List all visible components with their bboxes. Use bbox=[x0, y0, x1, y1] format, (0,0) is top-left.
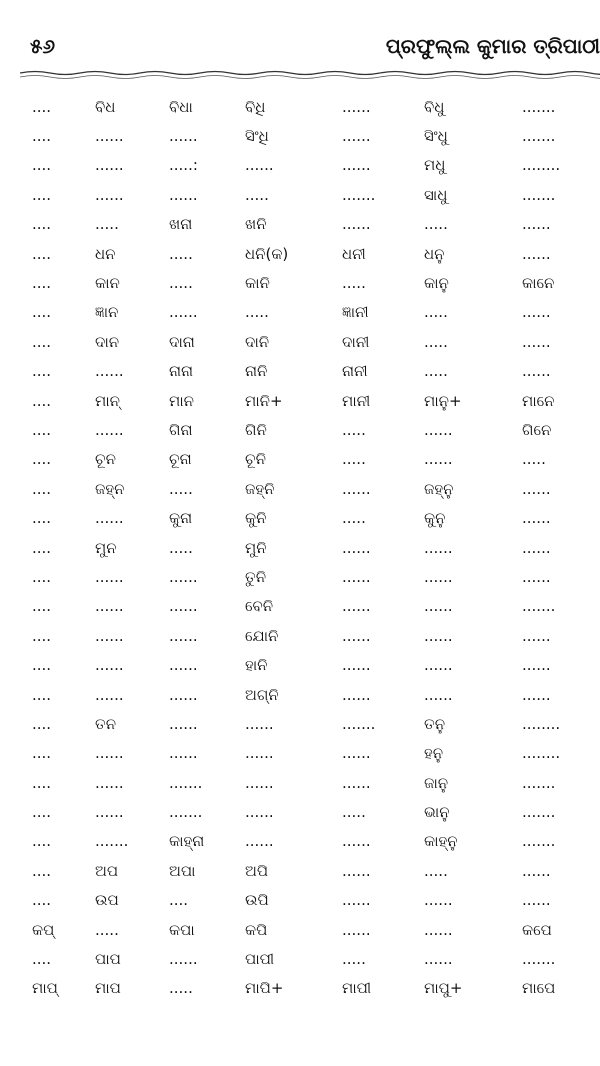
table-cell: ........ bbox=[522, 714, 561, 733]
table-cell: ........ bbox=[522, 156, 561, 175]
table-cell: କାନ bbox=[95, 274, 120, 293]
table-cell: .... bbox=[32, 420, 52, 439]
table-cell: ମାନି+ bbox=[245, 391, 283, 410]
table-cell: ଅଗ୍ନି bbox=[245, 685, 279, 704]
table-cell: .... bbox=[32, 215, 52, 234]
table-cell: ...... bbox=[95, 362, 124, 381]
table-cell: .... bbox=[32, 744, 52, 763]
table-cell: ...... bbox=[424, 597, 453, 616]
table-cell: କାହ୍ନା bbox=[169, 832, 205, 851]
table-cell: ..... bbox=[342, 950, 366, 969]
table-cell: ...... bbox=[95, 744, 124, 763]
table-cell: ...... bbox=[342, 567, 371, 586]
table-cell: ନାନା bbox=[169, 362, 194, 381]
table-cell: ...... bbox=[169, 567, 198, 586]
table-cell: ଖନା bbox=[169, 215, 193, 234]
table-cell: ...... bbox=[342, 832, 371, 851]
table-cell: ଭାନୁ bbox=[424, 803, 450, 822]
table-cell: ଚୂନି bbox=[245, 450, 267, 469]
table-cell: ...... bbox=[522, 567, 551, 586]
table-cell: ....... bbox=[342, 185, 376, 204]
table-cell: ମଧୁ bbox=[424, 156, 446, 175]
table-cell: ...... bbox=[342, 479, 371, 498]
table-cell: ...... bbox=[95, 420, 124, 439]
table-row bbox=[20, 357, 590, 386]
table-cell: ...... bbox=[342, 920, 371, 939]
table-cell: ...... bbox=[342, 744, 371, 763]
table-cell: .... bbox=[32, 626, 52, 645]
table-row bbox=[20, 680, 590, 709]
table-cell: ....... bbox=[522, 832, 556, 851]
table-cell: ....... bbox=[342, 714, 376, 733]
table-cell: କାନେ bbox=[522, 274, 555, 293]
table-cell: ନାନୀ bbox=[342, 362, 368, 381]
page-number: ୫୬ bbox=[30, 34, 56, 58]
table-cell: .... bbox=[32, 567, 52, 586]
table-cell: .... bbox=[32, 597, 52, 616]
table-cell: ସାଧୁ bbox=[424, 185, 448, 204]
table-cell: .... bbox=[32, 274, 52, 293]
table-cell: ...... bbox=[169, 950, 198, 969]
table-cell: ...... bbox=[424, 685, 453, 704]
table-cell: କାନୁ bbox=[424, 274, 449, 293]
table-row bbox=[20, 562, 590, 591]
table-cell: ଜାନୁ bbox=[424, 773, 449, 792]
table-cell: ...... bbox=[522, 362, 551, 381]
table-cell: ଉପି bbox=[245, 891, 269, 910]
table-cell: ସିଂଧୁ bbox=[424, 127, 448, 146]
table-cell: କୁନି bbox=[245, 509, 267, 528]
table-row bbox=[20, 974, 590, 1003]
table-cell: ମାପୀ bbox=[342, 979, 372, 998]
table-cell: କାନି bbox=[245, 274, 270, 293]
table-cell: ଧନି(କ) bbox=[245, 244, 289, 263]
table-cell: ...... bbox=[424, 656, 453, 675]
table-cell: ....... bbox=[95, 832, 129, 851]
table-cell: ..... bbox=[169, 274, 193, 293]
table-cell: ...... bbox=[245, 803, 274, 822]
table-cell: ...... bbox=[424, 950, 453, 969]
table-row bbox=[20, 92, 590, 121]
table-cell: ତନୁ bbox=[424, 714, 446, 733]
table-cell: କାହ୍ନୁ bbox=[424, 832, 458, 851]
table-cell: ମୁନି bbox=[245, 538, 267, 557]
table-cell: କପି bbox=[245, 920, 268, 939]
table-cell: ...... bbox=[522, 685, 551, 704]
table-cell: ...... bbox=[424, 920, 453, 939]
word-table bbox=[20, 92, 590, 1003]
table-cell: ...... bbox=[342, 656, 371, 675]
table-cell: ...... bbox=[424, 420, 453, 439]
table-cell: ମୁନ bbox=[95, 538, 117, 557]
table-row bbox=[20, 151, 590, 180]
table-cell: .... bbox=[32, 891, 52, 910]
table-cell: ପାପୀ bbox=[245, 950, 275, 969]
table-cell: ...... bbox=[424, 626, 453, 645]
table-row bbox=[20, 445, 590, 474]
table-cell: ...... bbox=[342, 538, 371, 557]
table-cell: ...... bbox=[95, 156, 124, 175]
table-cell: ଅପା bbox=[169, 861, 196, 880]
table-cell: ପାପ bbox=[95, 950, 121, 969]
table-cell: .... bbox=[32, 714, 52, 733]
table-row bbox=[20, 592, 590, 621]
table-cell: ..... bbox=[424, 362, 448, 381]
table-cell: ...... bbox=[522, 332, 551, 351]
table-row bbox=[20, 474, 590, 503]
table-cell: ତୁନି bbox=[245, 567, 267, 586]
table-cell: ମାପେ bbox=[522, 979, 556, 998]
table-cell: ଜହ୍ନି bbox=[245, 479, 275, 498]
table-cell: ମାପ bbox=[95, 979, 121, 998]
table-cell: ...... bbox=[95, 185, 124, 204]
table-cell: ...... bbox=[95, 597, 124, 616]
table-cell: ବିଧି bbox=[245, 97, 266, 116]
table-cell: .... bbox=[32, 861, 52, 880]
table-cell: ଗିନା bbox=[169, 420, 193, 439]
table-cell: ...... bbox=[342, 891, 371, 910]
running-title: ପ୍ରଫୁଲ୍ଲ କୁମାର ତ୍ରିପାଠୀ bbox=[385, 34, 600, 58]
table-cell: କୁନୁ bbox=[424, 509, 446, 528]
table-cell: ...... bbox=[342, 861, 371, 880]
table-cell: ..... bbox=[522, 450, 546, 469]
table-cell: ...... bbox=[95, 626, 124, 645]
table-cell: ମାନୀ bbox=[342, 391, 371, 410]
table-row bbox=[20, 533, 590, 562]
table-cell: ..... bbox=[169, 979, 193, 998]
table-cell: ଗିନି bbox=[245, 420, 267, 439]
table-cell: .... bbox=[32, 656, 52, 675]
table-cell: ...... bbox=[169, 626, 198, 645]
table-cell: .... bbox=[32, 332, 52, 351]
table-cell: .... bbox=[32, 803, 52, 822]
table-cell: ..... bbox=[342, 274, 366, 293]
table-cell: ...... bbox=[169, 597, 198, 616]
table-cell: ....... bbox=[169, 803, 203, 822]
table-cell: ...... bbox=[245, 773, 274, 792]
table-cell: .... bbox=[32, 450, 52, 469]
table-cell: ...... bbox=[522, 656, 551, 675]
table-cell: କପା bbox=[169, 920, 195, 939]
table-cell: ..... bbox=[95, 920, 119, 939]
table-cell: ....... bbox=[522, 127, 556, 146]
table-cell: ମାନ bbox=[169, 391, 194, 410]
table-cell: ଦାନ bbox=[95, 332, 120, 351]
table-row bbox=[20, 298, 590, 327]
table-cell: ଧନ bbox=[95, 244, 116, 263]
table-cell: ମାପ୍ bbox=[32, 979, 58, 998]
table-cell: ....... bbox=[522, 97, 556, 116]
table-cell: ....... bbox=[522, 185, 556, 204]
table-row bbox=[20, 503, 590, 532]
table-row bbox=[20, 268, 590, 297]
table-cell: ...... bbox=[245, 156, 274, 175]
table-cell: ବିଧା bbox=[169, 97, 193, 116]
table-cell: ...... bbox=[95, 567, 124, 586]
table-cell: ...... bbox=[169, 303, 198, 322]
table-cell: ଧନୀ bbox=[342, 244, 366, 263]
table-cell: .... bbox=[32, 509, 52, 528]
table-cell: ....... bbox=[522, 773, 556, 792]
table-cell: ଚୂନ bbox=[95, 450, 117, 469]
table-cell: ଜ୍ଞାନୀ bbox=[342, 303, 369, 322]
table-cell: ହାନି bbox=[245, 656, 268, 675]
table-cell: ...... bbox=[522, 509, 551, 528]
table-row bbox=[20, 709, 590, 738]
table-cell: ..... bbox=[424, 332, 448, 351]
table-cell: ...... bbox=[169, 685, 198, 704]
table-cell: ...... bbox=[342, 626, 371, 645]
table-cell: .... bbox=[32, 244, 52, 263]
table-cell: ...... bbox=[342, 773, 371, 792]
table-cell: ମାନୁ+ bbox=[424, 391, 462, 410]
table-cell: ଦାନା bbox=[169, 332, 195, 351]
table-cell: ..... bbox=[424, 303, 448, 322]
table-cell: ...... bbox=[522, 861, 551, 880]
table-cell: ...... bbox=[95, 773, 124, 792]
table-row bbox=[20, 886, 590, 915]
wavy-divider bbox=[20, 70, 600, 80]
table-cell: ....... bbox=[522, 803, 556, 822]
table-cell: ଧନୁ bbox=[424, 244, 445, 263]
table-row bbox=[20, 415, 590, 444]
table-cell: ....... bbox=[169, 773, 203, 792]
table-cell: ...... bbox=[424, 567, 453, 586]
table-cell: ମାନ୍ bbox=[95, 391, 120, 410]
table-cell: ...... bbox=[95, 127, 124, 146]
table-cell: ଅପି bbox=[245, 861, 269, 880]
table-cell: ମାପୁ+ bbox=[424, 979, 463, 998]
word-table-body bbox=[20, 92, 590, 1003]
table-row bbox=[20, 915, 590, 944]
table-cell: ତନ bbox=[95, 714, 117, 733]
table-cell: ଯୋନି bbox=[245, 626, 279, 645]
table-cell: ...... bbox=[169, 714, 198, 733]
table-cell: ...... bbox=[522, 538, 551, 557]
table-row bbox=[20, 239, 590, 268]
table-cell: ଦାନୀ bbox=[342, 332, 370, 351]
table-cell: ଉପ bbox=[95, 891, 119, 910]
table-cell: .... bbox=[169, 891, 189, 910]
table-cell: ..... bbox=[169, 538, 193, 557]
table-cell: ...... bbox=[95, 803, 124, 822]
table-cell: ...... bbox=[245, 832, 274, 851]
table-cell: ମାପି+ bbox=[245, 979, 284, 998]
table-cell: ..... bbox=[245, 303, 269, 322]
table-cell: ...... bbox=[342, 156, 371, 175]
table-cell: .... bbox=[32, 538, 52, 557]
table-cell: ...... bbox=[342, 215, 371, 234]
table-cell: କପ୍ bbox=[32, 920, 55, 939]
table-row bbox=[20, 739, 590, 768]
table-cell: ...... bbox=[424, 891, 453, 910]
table-cell: କପେ bbox=[522, 920, 552, 939]
table-cell: ...... bbox=[169, 744, 198, 763]
table-cell: କୁନା bbox=[169, 509, 193, 528]
table-cell: ...... bbox=[342, 685, 371, 704]
table-row bbox=[20, 797, 590, 826]
table-cell: ...... bbox=[424, 450, 453, 469]
table-cell: ....... bbox=[522, 597, 556, 616]
table-cell: ...... bbox=[342, 597, 371, 616]
table-cell: .... bbox=[32, 479, 52, 498]
table-cell: ହନୁ bbox=[424, 744, 444, 763]
table-cell: .... bbox=[32, 362, 52, 381]
table-row bbox=[20, 180, 590, 209]
table-cell: ନାନି bbox=[245, 362, 268, 381]
table-cell: ଜହ୍ନ bbox=[95, 479, 125, 498]
table-row bbox=[20, 768, 590, 797]
table-cell: ..... bbox=[342, 803, 366, 822]
table-row bbox=[20, 856, 590, 885]
table-row bbox=[20, 827, 590, 856]
table-cell: ...... bbox=[522, 215, 551, 234]
table-cell: ଦାନି bbox=[245, 332, 270, 351]
table-cell: ..... bbox=[342, 509, 366, 528]
table-row bbox=[20, 210, 590, 239]
table-cell: .... bbox=[32, 773, 52, 792]
table-cell: ....... bbox=[522, 950, 556, 969]
table-cell: ...... bbox=[95, 685, 124, 704]
table-cell: ମାନେ bbox=[522, 391, 555, 410]
table-cell: ...... bbox=[522, 479, 551, 498]
table-cell: ବେନି bbox=[245, 597, 274, 616]
table-cell: ..... bbox=[95, 215, 119, 234]
table-cell: .... bbox=[32, 832, 52, 851]
table-cell: .... bbox=[32, 156, 52, 175]
table-cell: ...... bbox=[95, 656, 124, 675]
page-header bbox=[0, 28, 600, 68]
table-cell: ...... bbox=[342, 127, 371, 146]
table-cell: .... bbox=[32, 685, 52, 704]
table-cell: ...... bbox=[245, 744, 274, 763]
table-cell: .... bbox=[32, 950, 52, 969]
table-cell: ଜହ୍ନୁ bbox=[424, 479, 454, 498]
table-cell: ଚୂନା bbox=[169, 450, 192, 469]
table-cell: ...... bbox=[342, 97, 371, 116]
table-cell: ...... bbox=[522, 891, 551, 910]
table-cell: ...... bbox=[522, 626, 551, 645]
table-cell: ..... bbox=[342, 450, 366, 469]
table-cell: .... bbox=[32, 185, 52, 204]
table-cell: ବିଧୁ bbox=[424, 97, 445, 116]
table-cell: ..... bbox=[169, 244, 193, 263]
table-cell: ଅପ bbox=[95, 861, 119, 880]
table-row bbox=[20, 621, 590, 650]
table-cell: ..... bbox=[424, 861, 448, 880]
table-cell: ...... bbox=[169, 185, 198, 204]
table-row bbox=[20, 386, 590, 415]
table-cell: ..... bbox=[424, 215, 448, 234]
table-cell: ସିଂଧି bbox=[245, 127, 269, 146]
table-cell: .... bbox=[32, 391, 52, 410]
table-cell: ...... bbox=[169, 656, 198, 675]
table-cell: .... bbox=[32, 303, 52, 322]
table-cell: .....: bbox=[169, 156, 198, 175]
table-row bbox=[20, 327, 590, 356]
table-cell: ...... bbox=[95, 509, 124, 528]
table-cell: ଖନି bbox=[245, 215, 267, 234]
table-cell: ...... bbox=[522, 244, 551, 263]
table-cell: ..... bbox=[342, 420, 366, 439]
table-cell: ...... bbox=[169, 127, 198, 146]
table-cell: ..... bbox=[245, 185, 269, 204]
table-cell: ଜ୍ଞାନ bbox=[95, 303, 119, 322]
table-cell: ଗିନେ bbox=[522, 420, 552, 439]
table-row bbox=[20, 650, 590, 679]
table-row bbox=[20, 121, 590, 150]
table-row bbox=[20, 944, 590, 973]
table-cell: ..... bbox=[169, 479, 193, 498]
table-cell: .... bbox=[32, 127, 52, 146]
table-cell: ...... bbox=[424, 538, 453, 557]
table-cell: ...... bbox=[245, 714, 274, 733]
table-cell: ...... bbox=[522, 303, 551, 322]
table-cell: .... bbox=[32, 97, 52, 116]
table-cell: ବିଧ bbox=[95, 97, 116, 116]
table-cell: ........ bbox=[522, 744, 561, 763]
